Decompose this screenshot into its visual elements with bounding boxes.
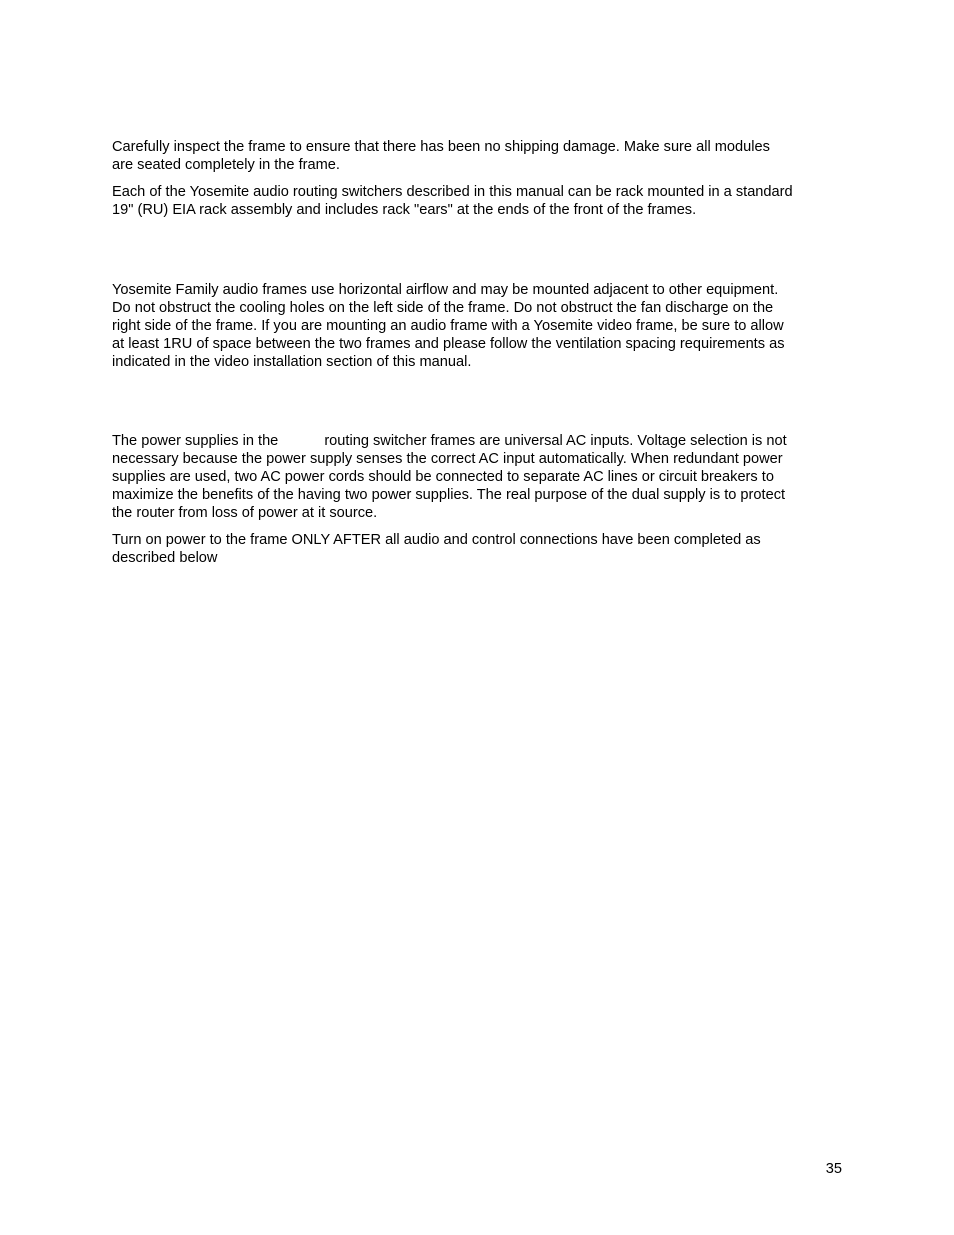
paragraph-rack-mount (112, 183, 847, 219)
text-line: Yosemite Family audio frames use horizontal airflow and may be mounted adjacent to other equipment. (112, 282, 779, 298)
text-line: Do not obstruct the cooling holes on the left side of the frame. Do not obstruct the fan discharge on the (112, 300, 774, 316)
text-segment: routing switcher frames are universal AC inputs. Voltage selection is not (324, 433, 787, 449)
text-line: indicated in the video installation section of this manual. (112, 354, 472, 370)
text-line: 19" (RU) EIA rack assembly and includes rack "ears" at the ends of the front of the frames. (112, 202, 697, 218)
text-line: described below (112, 550, 218, 566)
text-line: Each of the Yosemite audio routing switchers described in this manual can be rack mounted in a standard (112, 184, 793, 200)
text-line (112, 432, 847, 450)
text-line: Turn on power to the frame ONLY AFTER all audio and control connections have been completed as (112, 532, 761, 548)
paragraph-airflow (112, 281, 847, 371)
paragraph-inspect-frame (112, 138, 847, 174)
page-number: 35 (825, 1161, 842, 1177)
text-line: maximize the benefits of the having two power supplies. The real purpose of the dual supply is to protect (112, 487, 786, 503)
text-line: at least 1RU of space between the two frames and please follow the ventilation spacing requirements as (112, 336, 785, 352)
text-segment: The power supplies in the (112, 433, 279, 449)
text-line: Carefully inspect the frame to ensure that there has been no shipping damage. Make sure all modules (112, 139, 770, 155)
paragraph-power-supplies (112, 432, 847, 522)
paragraph-turn-on-power (112, 531, 847, 567)
text-line: necessary because the power supply senses the correct AC input automatically. When redundant power (112, 451, 783, 467)
text-line: right side of the frame. If you are mounting an audio frame with a Yosemite video frame, be sure to allow (112, 318, 784, 334)
text-line: supplies are used, two AC power cords should be connected to separate AC lines or circuit breakers to (112, 469, 774, 485)
text-line: the router from loss of power at it source. (112, 505, 378, 521)
text-line: are seated completely in the frame. (112, 157, 340, 173)
